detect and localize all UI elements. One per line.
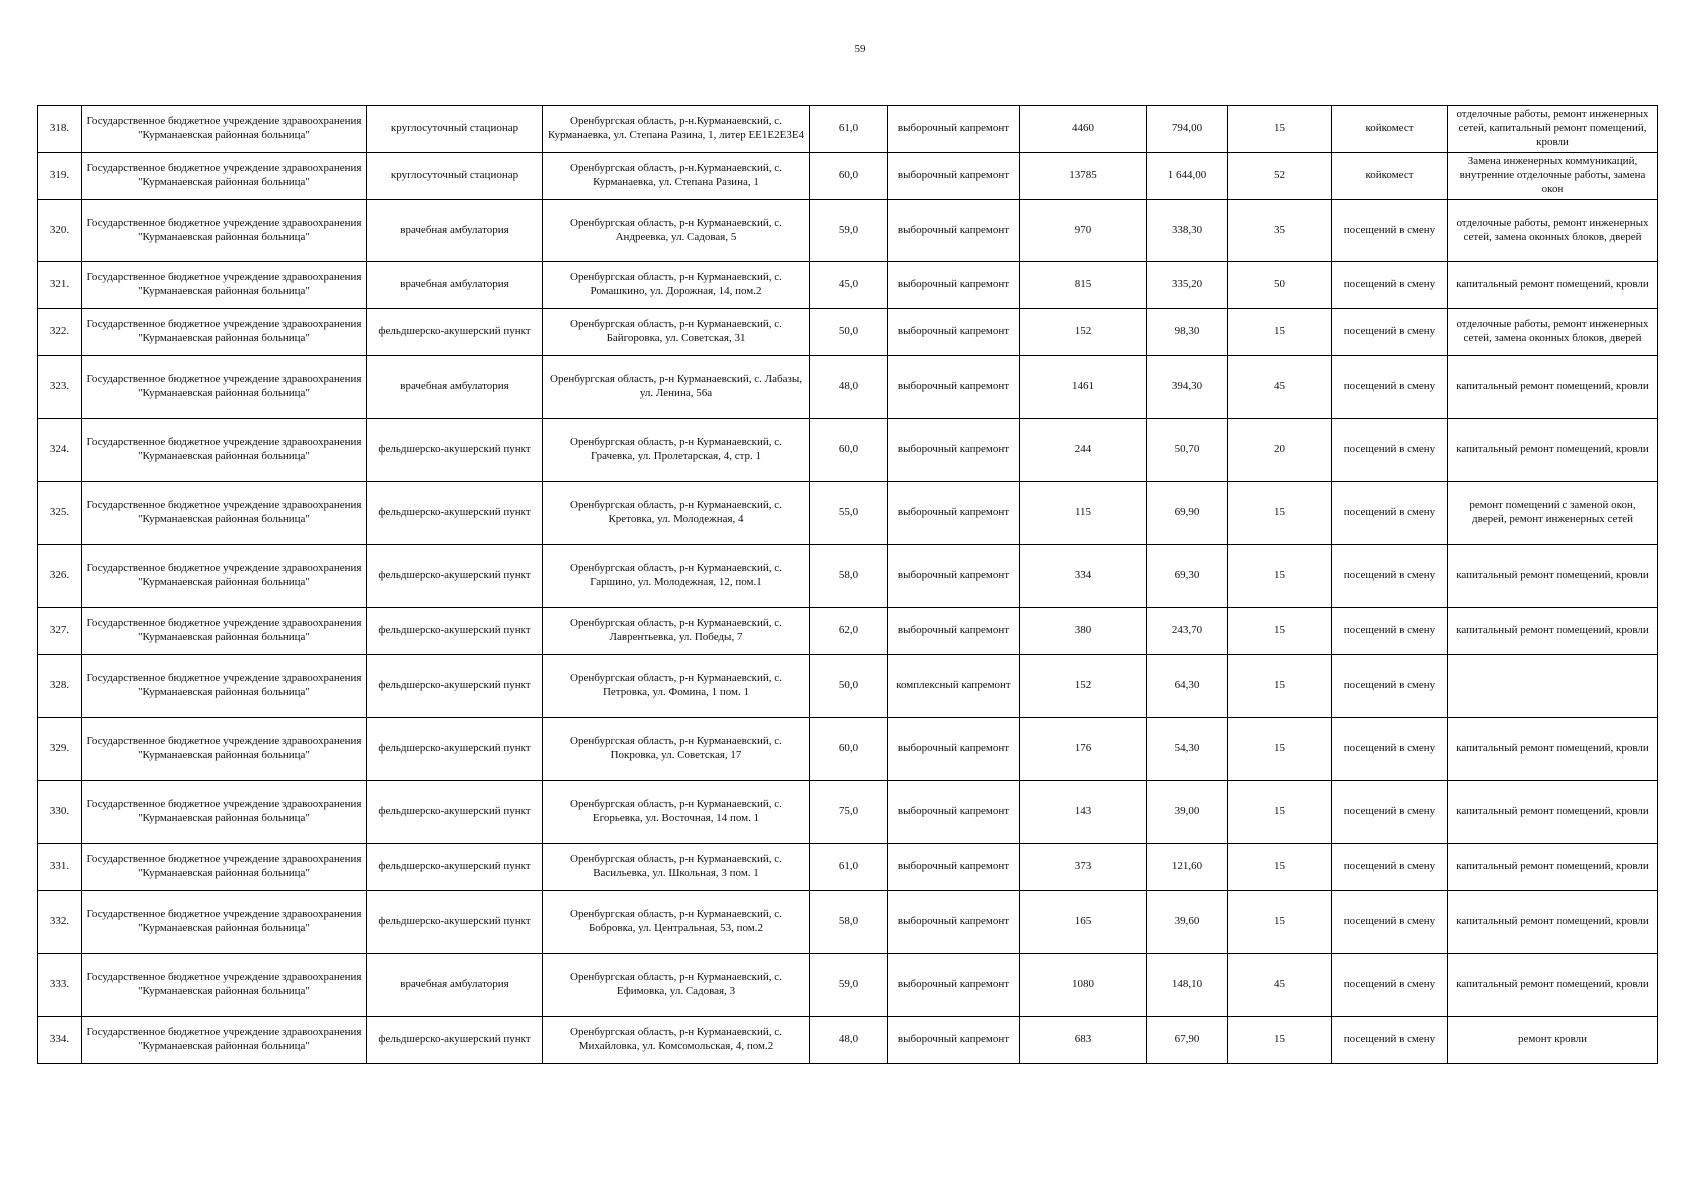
cost-value: 394,30: [1147, 356, 1228, 419]
row-number: 324.: [38, 419, 82, 482]
row-number: 330.: [38, 781, 82, 844]
facility-address: Оренбургская область, р-н.Курманаевский, с. Курманаевка, ул. Степана Разина, 1, литер ЕЕ1Е2Е3Е4: [543, 106, 810, 153]
table-row: [38, 106, 1658, 153]
capacity-value: 15: [1228, 844, 1332, 891]
row-number: 318.: [38, 106, 82, 153]
works-description: капитальный ремонт помещений, кровли: [1448, 891, 1658, 954]
works-description: капитальный ремонт помещений, кровли: [1448, 608, 1658, 655]
wear-percent: 59,0: [810, 954, 888, 1017]
capacity-unit: посещений в смену: [1332, 954, 1448, 1017]
works-description: капитальный ремонт помещений, кровли: [1448, 419, 1658, 482]
works-description: ремонт помещений с заменой окон, дверей, ремонт инженерных сетей: [1448, 482, 1658, 545]
capacity-unit: посещений в смену: [1332, 545, 1448, 608]
cost-value: 121,60: [1147, 844, 1228, 891]
facility-address: Оренбургская область, р-н Курманаевский, с. Лабазы, ул. Ленина, 56а: [543, 356, 810, 419]
organization-name: Государственное бюджетное учреждение здравоохранения "Курманаевская районная больница": [82, 482, 367, 545]
table-row: [38, 608, 1658, 655]
wear-percent: 61,0: [810, 106, 888, 153]
table-row: [38, 954, 1658, 1017]
capacity-unit: посещений в смену: [1332, 608, 1448, 655]
cost-value: 50,70: [1147, 419, 1228, 482]
row-number: 321.: [38, 262, 82, 309]
facility-address: Оренбургская область, р-н Курманаевский, с. Ефимовка, ул. Садовая, 3: [543, 954, 810, 1017]
works-description: капитальный ремонт помещений, кровли: [1448, 262, 1658, 309]
area-value: 176: [1020, 718, 1147, 781]
capacity-unit: посещений в смену: [1332, 891, 1448, 954]
works-description: [1448, 655, 1658, 718]
works-description: отделочные работы, ремонт инженерных сетей, замена оконных блоков, дверей: [1448, 200, 1658, 262]
capacity-value: 35: [1228, 200, 1332, 262]
facility-address: Оренбургская область, р-н Курманаевский, с. Покровка, ул. Советская, 17: [543, 718, 810, 781]
table-row: [38, 419, 1658, 482]
repair-type: выборочный капремонт: [888, 891, 1020, 954]
works-description: капитальный ремонт помещений, кровли: [1448, 356, 1658, 419]
facility-address: Оренбургская область, р-н Курманаевский, с. Васильевка, ул. Школьная, 3 пом. 1: [543, 844, 810, 891]
cost-value: 794,00: [1147, 106, 1228, 153]
works-description: отделочные работы, ремонт инженерных сетей, замена оконных блоков, дверей: [1448, 309, 1658, 356]
facility-type: фельдшерско-акушерский пункт: [367, 608, 543, 655]
capacity-unit: посещений в смену: [1332, 655, 1448, 718]
capacity-value: 15: [1228, 718, 1332, 781]
organization-name: Государственное бюджетное учреждение здравоохранения "Курманаевская районная больница": [82, 781, 367, 844]
capacity-value: 15: [1228, 781, 1332, 844]
cost-value: 64,30: [1147, 655, 1228, 718]
area-value: 152: [1020, 309, 1147, 356]
wear-percent: 75,0: [810, 781, 888, 844]
cost-value: 69,90: [1147, 482, 1228, 545]
organization-name: Государственное бюджетное учреждение здравоохранения "Курманаевская районная больница": [82, 309, 367, 356]
wear-percent: 55,0: [810, 482, 888, 545]
row-number: 323.: [38, 356, 82, 419]
works-description: отделочные работы, ремонт инженерных сетей, капитальный ремонт помещений, кровли: [1448, 106, 1658, 153]
repair-type: выборочный капремонт: [888, 781, 1020, 844]
repair-type: выборочный капремонт: [888, 954, 1020, 1017]
table-row: [38, 844, 1658, 891]
cost-value: 338,30: [1147, 200, 1228, 262]
facilities-table: [37, 105, 1658, 1064]
capacity-unit: посещений в смену: [1332, 781, 1448, 844]
table-row: [38, 781, 1658, 844]
facility-type: фельдшерско-акушерский пункт: [367, 545, 543, 608]
works-description: Замена инженерных коммуникаций, внутренние отделочные работы, замена окон: [1448, 153, 1658, 200]
capacity-unit: посещений в смену: [1332, 356, 1448, 419]
capacity-value: 45: [1228, 954, 1332, 1017]
cost-value: 54,30: [1147, 718, 1228, 781]
area-value: 13785: [1020, 153, 1147, 200]
facility-address: Оренбургская область, р-н Курманаевский, с. Бобровка, ул. Центральная, 53, пом.2: [543, 891, 810, 954]
facility-address: Оренбургская область, р-н Курманаевский, с. Ромашкино, ул. Дорожная, 14, пом.2: [543, 262, 810, 309]
wear-percent: 61,0: [810, 844, 888, 891]
area-value: 373: [1020, 844, 1147, 891]
table-row: [38, 655, 1658, 718]
table-row: [38, 153, 1658, 200]
cost-value: 39,60: [1147, 891, 1228, 954]
facility-address: Оренбургская область, р-н Курманаевский, с. Грачевка, ул. Пролетарская, 4, стр. 1: [543, 419, 810, 482]
wear-percent: 62,0: [810, 608, 888, 655]
facility-address: Оренбургская область, р-н Курманаевский, с. Михайловка, ул. Комсомольская, 4, пом.2: [543, 1017, 810, 1064]
facility-type: круглосуточный стационар: [367, 106, 543, 153]
works-description: капитальный ремонт помещений, кровли: [1448, 545, 1658, 608]
organization-name: Государственное бюджетное учреждение здравоохранения "Курманаевская районная больница": [82, 844, 367, 891]
facility-address: Оренбургская область, р-н Курманаевский, с. Петровка, ул. Фомина, 1 пом. 1: [543, 655, 810, 718]
area-value: 152: [1020, 655, 1147, 718]
facility-type: врачебная амбулатория: [367, 262, 543, 309]
cost-value: 69,30: [1147, 545, 1228, 608]
row-number: 329.: [38, 718, 82, 781]
facility-type: фельдшерско-акушерский пункт: [367, 891, 543, 954]
capacity-unit: посещений в смену: [1332, 262, 1448, 309]
capacity-unit: койкомест: [1332, 153, 1448, 200]
repair-type: выборочный капремонт: [888, 1017, 1020, 1064]
organization-name: Государственное бюджетное учреждение здравоохранения "Курманаевская районная больница": [82, 356, 367, 419]
wear-percent: 59,0: [810, 200, 888, 262]
organization-name: Государственное бюджетное учреждение здравоохранения "Курманаевская районная больница": [82, 419, 367, 482]
organization-name: Государственное бюджетное учреждение здравоохранения "Курманаевская районная больница": [82, 1017, 367, 1064]
works-description: капитальный ремонт помещений, кровли: [1448, 718, 1658, 781]
wear-percent: 58,0: [810, 545, 888, 608]
facility-type: фельдшерско-акушерский пункт: [367, 482, 543, 545]
wear-percent: 50,0: [810, 309, 888, 356]
row-number: 333.: [38, 954, 82, 1017]
wear-percent: 60,0: [810, 153, 888, 200]
area-value: 244: [1020, 419, 1147, 482]
area-value: 4460: [1020, 106, 1147, 153]
capacity-value: 15: [1228, 891, 1332, 954]
works-description: капитальный ремонт помещений, кровли: [1448, 954, 1658, 1017]
area-value: 380: [1020, 608, 1147, 655]
facility-address: Оренбургская область, р-н Курманаевский, с. Кретовка, ул. Молодежная, 4: [543, 482, 810, 545]
facility-address: Оренбургская область, р-н Курманаевский, с. Байгоровка, ул. Советская, 31: [543, 309, 810, 356]
row-number: 334.: [38, 1017, 82, 1064]
area-value: 683: [1020, 1017, 1147, 1064]
facility-type: врачебная амбулатория: [367, 200, 543, 262]
capacity-value: 45: [1228, 356, 1332, 419]
organization-name: Государственное бюджетное учреждение здравоохранения "Курманаевская районная больница": [82, 608, 367, 655]
row-number: 331.: [38, 844, 82, 891]
area-value: 1461: [1020, 356, 1147, 419]
repair-type: выборочный капремонт: [888, 356, 1020, 419]
facility-type: фельдшерско-акушерский пункт: [367, 844, 543, 891]
table-row: [38, 200, 1658, 262]
capacity-value: 50: [1228, 262, 1332, 309]
organization-name: Государственное бюджетное учреждение здравоохранения "Курманаевская районная больница": [82, 545, 367, 608]
area-value: 334: [1020, 545, 1147, 608]
organization-name: Государственное бюджетное учреждение здравоохранения "Курманаевская районная больница": [82, 718, 367, 781]
facility-address: Оренбургская область, р-н Курманаевский, с. Егорьевка, ул. Восточная, 14 пом. 1: [543, 781, 810, 844]
wear-percent: 50,0: [810, 655, 888, 718]
facility-type: фельдшерско-акушерский пункт: [367, 1017, 543, 1064]
table-body: [38, 106, 1658, 1064]
works-description: ремонт кровли: [1448, 1017, 1658, 1064]
row-number: 327.: [38, 608, 82, 655]
organization-name: Государственное бюджетное учреждение здравоохранения "Курманаевская районная больница": [82, 891, 367, 954]
capacity-unit: посещений в смену: [1332, 200, 1448, 262]
facility-type: фельдшерско-акушерский пункт: [367, 309, 543, 356]
facility-type: врачебная амбулатория: [367, 356, 543, 419]
area-value: 115: [1020, 482, 1147, 545]
organization-name: Государственное бюджетное учреждение здравоохранения "Курманаевская районная больница": [82, 106, 367, 153]
area-value: 165: [1020, 891, 1147, 954]
repair-type: выборочный капремонт: [888, 262, 1020, 309]
organization-name: Государственное бюджетное учреждение здравоохранения "Курманаевская районная больница": [82, 200, 367, 262]
repair-type: выборочный капремонт: [888, 153, 1020, 200]
facility-type: фельдшерско-акушерский пункт: [367, 655, 543, 718]
repair-type: выборочный капремонт: [888, 844, 1020, 891]
capacity-unit: посещений в смену: [1332, 482, 1448, 545]
row-number: 325.: [38, 482, 82, 545]
wear-percent: 60,0: [810, 718, 888, 781]
organization-name: Государственное бюджетное учреждение здравоохранения "Курманаевская районная больница": [82, 655, 367, 718]
facility-address: Оренбургская область, р-н Курманаевский, с. Лаврентьевка, ул. Победы, 7: [543, 608, 810, 655]
page-number: 59: [854, 43, 866, 55]
repair-type: выборочный капремонт: [888, 200, 1020, 262]
table-row: [38, 309, 1658, 356]
facility-type: круглосуточный стационар: [367, 153, 543, 200]
capacity-unit: посещений в смену: [1332, 718, 1448, 781]
capacity-unit: посещений в смену: [1332, 844, 1448, 891]
wear-percent: 48,0: [810, 1017, 888, 1064]
cost-value: 148,10: [1147, 954, 1228, 1017]
facility-type: фельдшерско-акушерский пункт: [367, 781, 543, 844]
cost-value: 335,20: [1147, 262, 1228, 309]
capacity-value: 15: [1228, 545, 1332, 608]
cost-value: 98,30: [1147, 309, 1228, 356]
repair-type: комплексный капремонт: [888, 655, 1020, 718]
capacity-unit: койкомест: [1332, 106, 1448, 153]
facility-type: врачебная амбулатория: [367, 954, 543, 1017]
cost-value: 67,90: [1147, 1017, 1228, 1064]
cost-value: 1 644,00: [1147, 153, 1228, 200]
area-value: 970: [1020, 200, 1147, 262]
facility-address: Оренбургская область, р-н Курманаевский, с. Гаршино, ул. Молодежная, 12, пом.1: [543, 545, 810, 608]
table-row: [38, 891, 1658, 954]
capacity-unit: посещений в смену: [1332, 309, 1448, 356]
facility-address: Оренбургская область, р-н.Курманаевский, с. Курманаевка, ул. Степана Разина, 1: [543, 153, 810, 200]
works-description: капитальный ремонт помещений, кровли: [1448, 781, 1658, 844]
capacity-value: 15: [1228, 608, 1332, 655]
table-row: [38, 262, 1658, 309]
capacity-value: 15: [1228, 1017, 1332, 1064]
capacity-unit: посещений в смену: [1332, 1017, 1448, 1064]
organization-name: Государственное бюджетное учреждение здравоохранения "Курманаевская районная больница": [82, 153, 367, 200]
row-number: 326.: [38, 545, 82, 608]
table-row: [38, 482, 1658, 545]
table-row: [38, 1017, 1658, 1064]
area-value: 1080: [1020, 954, 1147, 1017]
cost-value: 243,70: [1147, 608, 1228, 655]
capacity-value: 20: [1228, 419, 1332, 482]
capacity-value: 15: [1228, 309, 1332, 356]
facility-type: фельдшерско-акушерский пункт: [367, 718, 543, 781]
table-row: [38, 545, 1658, 608]
row-number: 328.: [38, 655, 82, 718]
facility-type: фельдшерско-акушерский пункт: [367, 419, 543, 482]
capacity-value: 15: [1228, 655, 1332, 718]
table-row: [38, 718, 1658, 781]
works-description: капитальный ремонт помещений, кровли: [1448, 844, 1658, 891]
facility-address: Оренбургская область, р-н Курманаевский, с. Андреевка, ул. Садовая, 5: [543, 200, 810, 262]
capacity-value: 15: [1228, 106, 1332, 153]
row-number: 322.: [38, 309, 82, 356]
capacity-unit: посещений в смену: [1332, 419, 1448, 482]
table-row: [38, 356, 1658, 419]
capacity-value: 52: [1228, 153, 1332, 200]
repair-type: выборочный капремонт: [888, 545, 1020, 608]
row-number: 320.: [38, 200, 82, 262]
row-number: 319.: [38, 153, 82, 200]
repair-type: выборочный капремонт: [888, 106, 1020, 153]
area-value: 143: [1020, 781, 1147, 844]
capacity-value: 15: [1228, 482, 1332, 545]
row-number: 332.: [38, 891, 82, 954]
area-value: 815: [1020, 262, 1147, 309]
wear-percent: 45,0: [810, 262, 888, 309]
wear-percent: 58,0: [810, 891, 888, 954]
organization-name: Государственное бюджетное учреждение здравоохранения "Курманаевская районная больница": [82, 262, 367, 309]
repair-type: выборочный капремонт: [888, 482, 1020, 545]
repair-type: выборочный капремонт: [888, 419, 1020, 482]
cost-value: 39,00: [1147, 781, 1228, 844]
wear-percent: 60,0: [810, 419, 888, 482]
repair-type: выборочный капремонт: [888, 309, 1020, 356]
wear-percent: 48,0: [810, 356, 888, 419]
repair-type: выборочный капремонт: [888, 718, 1020, 781]
organization-name: Государственное бюджетное учреждение здравоохранения "Курманаевская районная больница": [82, 954, 367, 1017]
repair-type: выборочный капремонт: [888, 608, 1020, 655]
